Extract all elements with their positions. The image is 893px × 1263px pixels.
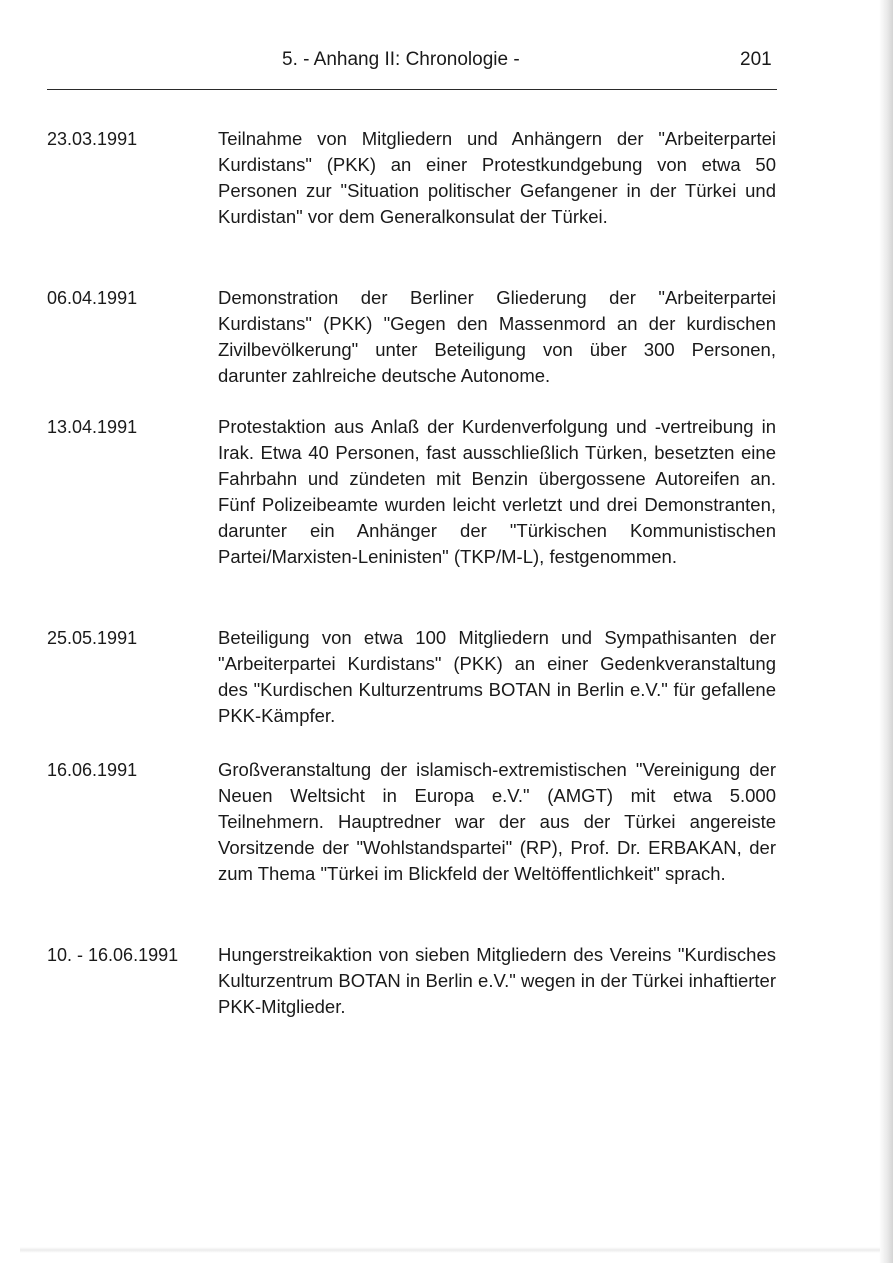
scan-edge-right bbox=[879, 0, 893, 1263]
header-title: 5. - Anhang II: Chronologie - bbox=[282, 49, 520, 70]
entry-text: Großveranstaltung der islamisch-extremistischen "Vereinigung der Neuen Weltsicht in Europa e.V." (AMGT) mit etwa 5.000 Teilnehmern. Hauptredner war der aus der Türkei angereiste Vorsitzende der "Wohlstandspartei" (RP), Prof. Dr. ERBAKAN, der zum Thema "Türkei im Blickfeld der Weltöffentlichkeit" sprach. bbox=[218, 759, 776, 884]
entry-date: 25.05.1991 bbox=[47, 628, 138, 648]
entry-date: 23.03.1991 bbox=[47, 129, 138, 149]
entry-text: Hungerstreikaktion von sieben Mitgliedern des Vereins "Kurdisches Kulturzentrum BOTAN in Berlin e.V." wegen in der Türkei inhaftierter PKK-Mitglieder. bbox=[218, 944, 776, 1017]
page-number: 201 bbox=[740, 49, 772, 70]
entry-text: Teilnahme von Mitgliedern und Anhängern der "Arbeiterpartei Kurdistans" (PKK) an einer Protestkundgebung von etwa 50 Personen zur "Situation politischer Gefangener in der Türkei und Kurdistan" vor dem Generalkonsulat der Türkei. bbox=[218, 128, 776, 227]
entry-text: Protestaktion aus Anlaß der Kurdenverfolgung und -vertreibung in Irak. Etwa 40 Personen, fast ausschließlich Türken, besetzten eine Fahrbahn und zündeten mit Benzin übergossene Autoreifen an. Fünf Polizeibeamte wurden leicht verletzt und drei Demonstranten, darunter ein Anhänger der "Türkischen Kommunistischen Partei/Marxisten-Leninisten" (TKP/M-L), festgenommen. bbox=[218, 416, 776, 567]
scan-edge-bottom bbox=[20, 1247, 880, 1253]
entry-text: Beteiligung von etwa 100 Mitgliedern und Sympathisanten der "Arbeiterpartei Kurdistans" (PKK) an einer Gedenkveranstaltung des "Kurdischen Kulturzentrums BOTAN in Berlin e.V." für gefallene PKK-Kämpfer. bbox=[218, 627, 776, 726]
entry-date: 10. - 16.06.1991 bbox=[47, 945, 179, 965]
entry-date: 13.04.1991 bbox=[47, 417, 138, 437]
entry-date: 16.06.1991 bbox=[47, 760, 138, 780]
entry-date: 06.04.1991 bbox=[47, 288, 138, 308]
page-header bbox=[0, 48, 893, 78]
entry-text: Demonstration der Berliner Gliederung der "Arbeiterpartei Kurdistans" (PKK) "Gegen den Massenmord an der kurdischen Zivilbevölkerung" unter Beteiligung von über 300 Personen, darunter zahlreiche deutsche Autonome. bbox=[218, 287, 776, 386]
header-divider bbox=[47, 89, 777, 90]
